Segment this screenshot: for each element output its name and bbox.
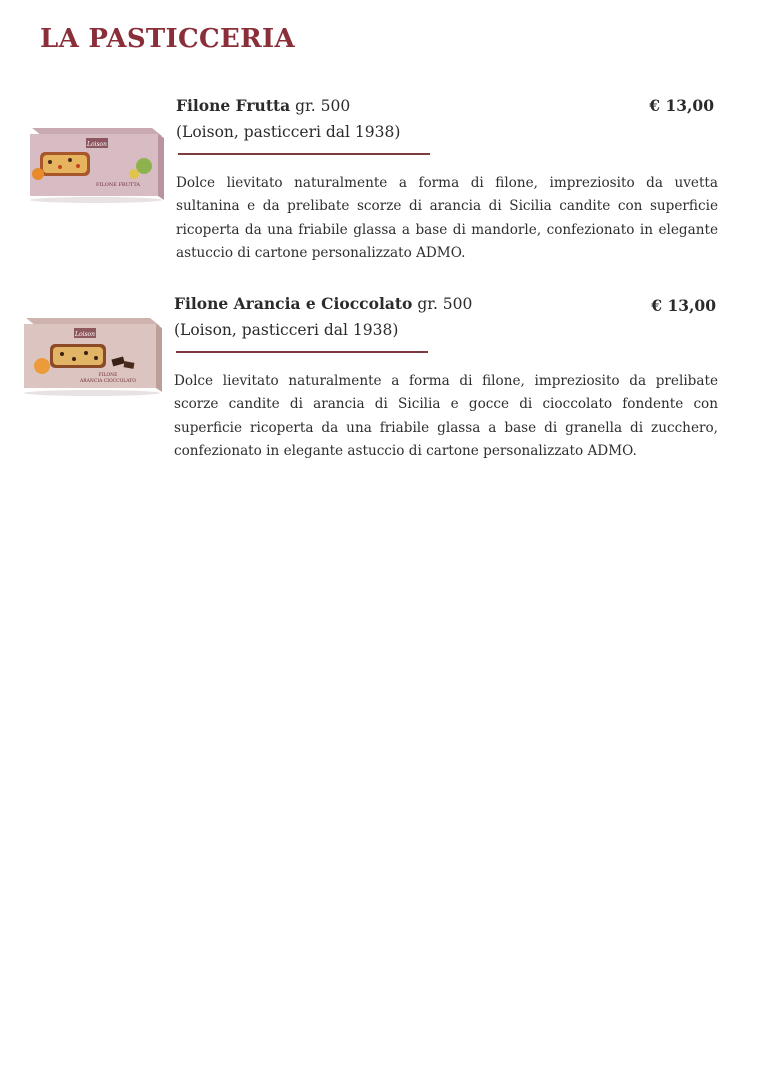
divider <box>178 153 430 155</box>
product-description: Dolce lievitato naturalmente a forma di filone, impreziosito da uvetta sultanina e da prelibate scorze di arancia di Sicilia candite con superficie ricoperta da una friabile glassa a base di mandorle, confezionato in elegante astuccio di cartone personalizzato ADMO. <box>176 175 718 261</box>
product-maker: (Loison, pasticceri dal 1938) <box>174 321 399 339</box>
product-description: Dolce lievitato naturalmente a forma di filone, impreziosito da prelibate scorze candite di arancia di Sicilia e gocce di cioccolato fondente con superficie ricoperta da una friabile glassa a base di granella di zucchero, confezionato in elegante astuccio di cartone personalizzato ADMO. <box>174 373 718 459</box>
product-image-filone-arancia-cioccolato <box>20 314 164 402</box>
product-weight: gr. 500 <box>417 295 473 313</box>
product-name: Filone Frutta <box>176 96 291 115</box>
product-weight: gr. 500 <box>295 97 351 115</box>
divider <box>176 351 428 353</box>
product-price: € 13,00 <box>649 96 714 115</box>
svg-text:ARANCIA CIOCCOLATO: ARANCIA CIOCCOLATO <box>80 379 136 384</box>
product-image-filone-frutta <box>26 124 166 208</box>
svg-text:FILONE FRUTTA: FILONE FRUTTA <box>95 182 141 188</box>
product-name-line <box>176 94 718 118</box>
product-price: € 13,00 <box>651 296 716 315</box>
svg-text:FILONE: FILONE <box>98 373 118 378</box>
svg-text:Loison: Loison <box>86 141 108 148</box>
product-info <box>174 292 718 463</box>
product-info <box>176 94 718 265</box>
page-title: LA PASTICCERIA <box>40 24 295 54</box>
product-maker: (Loison, pasticceri dal 1938) <box>176 123 401 141</box>
product-name-line <box>174 292 718 316</box>
product-name: Filone Arancia e Cioccolato <box>174 294 413 313</box>
svg-text:Loison: Loison <box>74 331 96 338</box>
